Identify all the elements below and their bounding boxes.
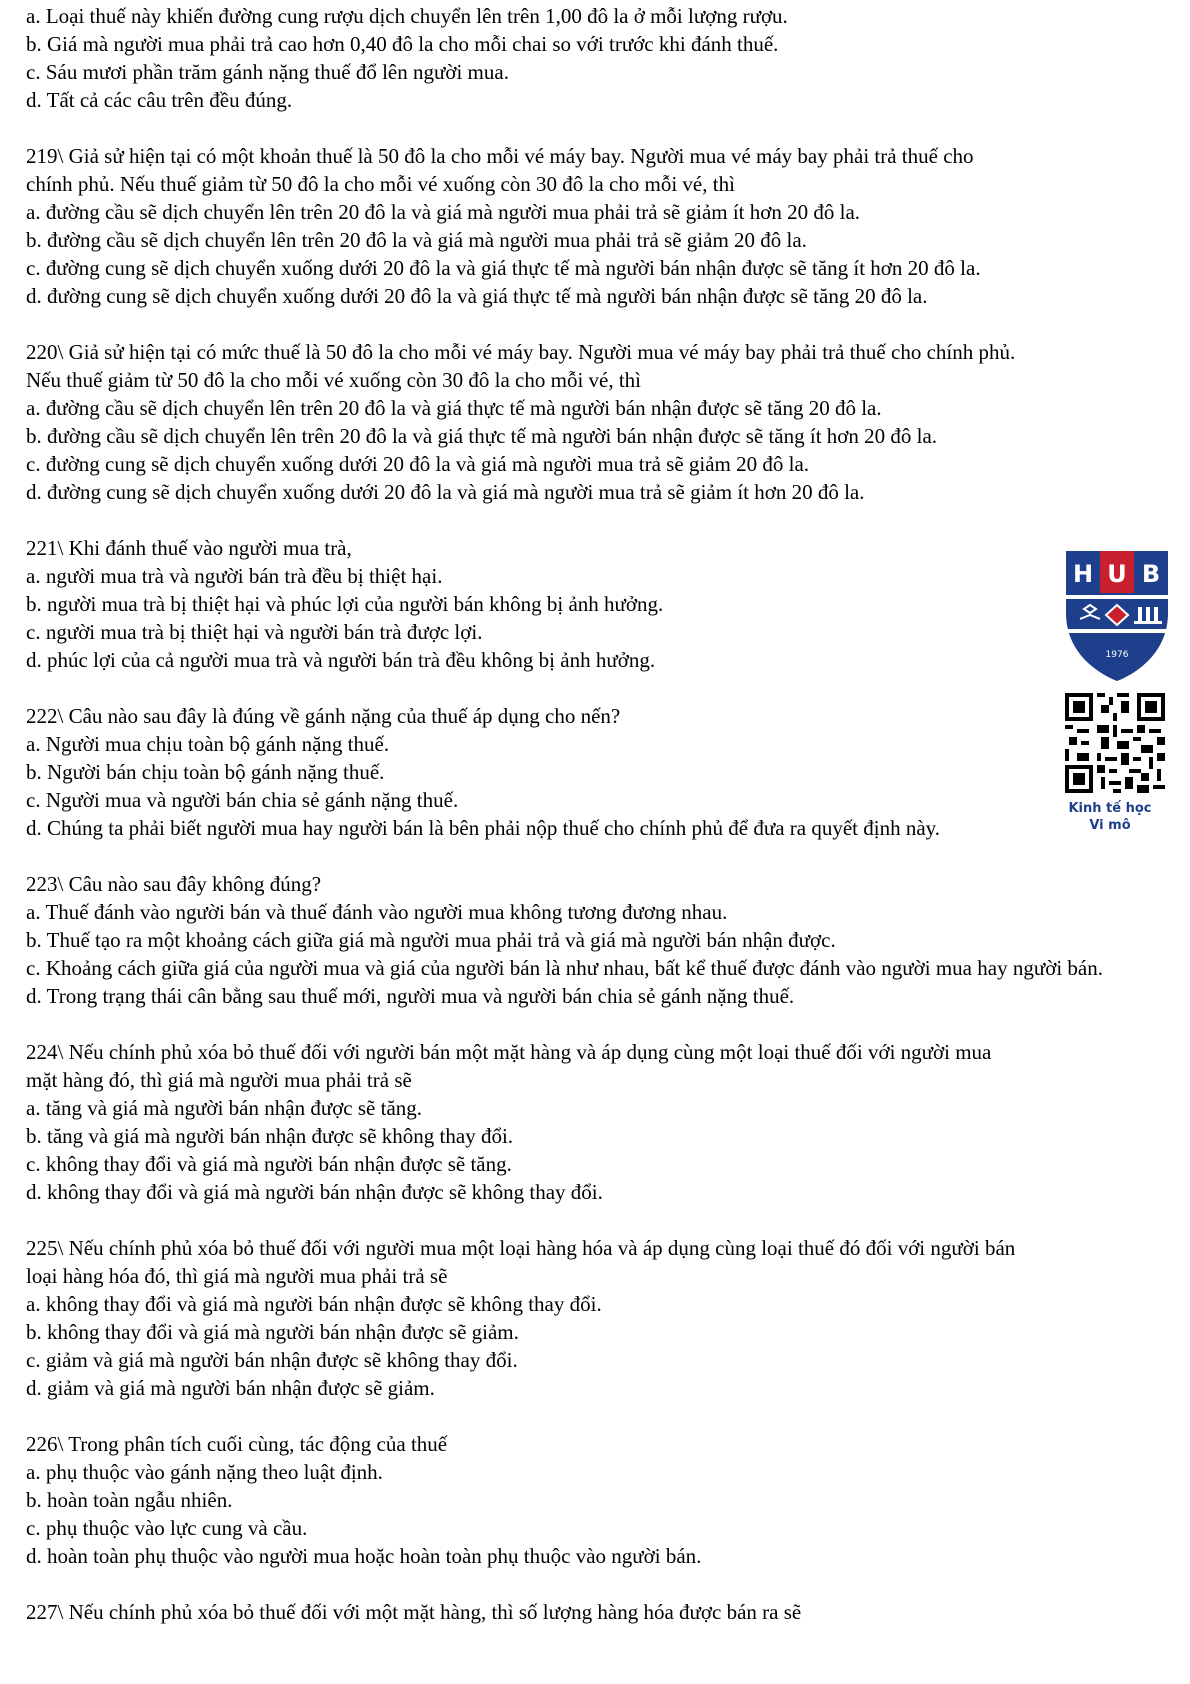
question-stem: 223\ Câu nào sau đây không đúng? — [26, 872, 322, 896]
logo-year: 1976 — [1105, 650, 1129, 660]
option-b: b. hoàn toàn ngẫu nhiên. — [26, 1488, 233, 1512]
option-b: b. người mua trà bị thiệt hại và phúc lợi của người bán không bị ảnh hưởng. — [26, 592, 664, 616]
option-a: a. phụ thuộc vào gánh nặng theo luật định. — [26, 1460, 383, 1484]
question-223 — [26, 870, 1171, 1010]
question-stem: 219\ Giả sử hiện tại có một khoản thuế là 50 đô la cho mỗi vé máy bay. Người mua vé máy bay phải trả thuế cho — [26, 144, 974, 168]
option-a: a. Loại thuế này khiến đường cung rượu dịch chuyển lên trên 1,00 đô la ở mỗi lượng rượu. — [26, 4, 788, 28]
option-b: b. đường cầu sẽ dịch chuyển lên trên 20 đô la và giá mà người mua phải trả sẽ giảm 20 đô la. — [26, 228, 807, 252]
question-219 — [26, 142, 1171, 310]
logo-letter-u: U — [1107, 560, 1127, 588]
hub-shield-icon — [1062, 545, 1172, 685]
hub-logo — [1062, 545, 1172, 685]
option-b: b. tăng và giá mà người bán nhận được sẽ không thay đổi. — [26, 1124, 514, 1148]
question-stem: 227\ Nếu chính phủ xóa bỏ thuế đối với một mặt hàng, thì số lượng hàng hóa được bán ra sẽ — [26, 1600, 802, 1624]
question-stem: 220\ Giả sử hiện tại có mức thuế là 50 đô la cho mỗi vé máy bay. Người mua vé máy bay phải trả thuế cho chính phủ. — [26, 340, 1016, 364]
question-stem: 221\ Khi đánh thuế vào người mua trà, — [26, 536, 352, 560]
question-stem: 222\ Câu nào sau đây là đúng về gánh nặng của thuế áp dụng cho nến? — [26, 704, 621, 728]
option-d: d. đường cung sẽ dịch chuyển xuống dưới 20 đô la và giá mà người mua trả sẽ giảm ít hơn 20 đô la. — [26, 480, 865, 504]
option-a: a. Thuế đánh vào người bán và thuế đánh vào người mua không tương đương nhau. — [26, 900, 728, 924]
option-b: b. Người bán chịu toàn bộ gánh nặng thuế. — [26, 760, 385, 784]
option-c: c. Sáu mươi phần trăm gánh nặng thuế đổ lên người mua. — [26, 60, 509, 84]
option-a: a. không thay đổi và giá mà người bán nhận được sẽ không thay đổi. — [26, 1292, 602, 1316]
document-body — [26, 2, 1171, 1626]
option-d: d. Tất cả các câu trên đều đúng. — [26, 88, 293, 112]
option-c: c. đường cung sẽ dịch chuyển xuống dưới 20 đô la và giá thực tế mà người bán nhận được sẽ tăng ít hơn 20 đô la. — [26, 256, 981, 280]
caption-line-1: Kinh tế học — [1068, 801, 1152, 816]
logo-caption — [1050, 800, 1170, 834]
question-221 — [26, 534, 1171, 674]
question-stem-continued: chính phủ. Nếu thuế giảm từ 50 đô la cho mỗi vé xuống còn 30 đô la cho mỗi vé, thì — [26, 172, 735, 196]
question-226 — [26, 1430, 1171, 1570]
question-stem-continued: Nếu thuế giảm từ 50 đô la cho mỗi vé xuống còn 30 đô la cho mỗi vé, thì — [26, 368, 642, 392]
option-d: d. Trong trạng thái cân bằng sau thuế mới, người mua và người bán chia sẻ gánh nặng thuế. — [26, 984, 795, 1008]
question-stem-continued: loại hàng hóa đó, thì giá mà người mua phải trả sẽ — [26, 1264, 448, 1288]
option-c: c. không thay đổi và giá mà người bán nhận được sẽ tăng. — [26, 1152, 512, 1176]
question-227 — [26, 1598, 1171, 1626]
option-b: b. Giá mà người mua phải trả cao hơn 0,40 đô la cho mỗi chai so với trước khi đánh thuế. — [26, 32, 779, 56]
qr-code-icon — [1065, 693, 1165, 793]
option-a: a. tăng và giá mà người bán nhận được sẽ tăng. — [26, 1096, 423, 1120]
option-d: d. không thay đổi và giá mà người bán nhận được sẽ không thay đổi. — [26, 1180, 603, 1204]
option-b: b. Thuế tạo ra một khoảng cách giữa giá mà người mua phải trả và giá mà người bán nhận được. — [26, 928, 836, 952]
option-c: c. Khoảng cách giữa giá của người mua và giá của người bán là như nhau, bất kể thuế được đánh vào người mua hay người bán. — [26, 956, 1103, 980]
intro-options — [26, 2, 1171, 114]
option-d: d. phúc lợi của cả người mua trà và người bán trà đều không bị ảnh hưởng. — [26, 648, 656, 672]
option-c: c. người mua trà bị thiệt hại và người bán trà được lợi. — [26, 620, 483, 644]
option-c: c. đường cung sẽ dịch chuyển xuống dưới 20 đô la và giá mà người mua trả sẽ giảm 20 đô la. — [26, 452, 810, 476]
option-d: d. hoàn toàn phụ thuộc vào người mua hoặc hoàn toàn phụ thuộc vào người bán. — [26, 1544, 702, 1568]
question-stem: 225\ Nếu chính phủ xóa bỏ thuế đối với người mua một loại hàng hóa và áp dụng cùng loại thuế đó đối với người bán — [26, 1236, 1016, 1260]
option-a: a. Người mua chịu toàn bộ gánh nặng thuế. — [26, 732, 390, 756]
question-stem-continued: mặt hàng đó, thì giá mà người mua phải trả sẽ — [26, 1068, 412, 1092]
option-b: b. đường cầu sẽ dịch chuyển lên trên 20 đô la và giá thực tế mà người bán nhận được sẽ tăng ít hơn 20 đô la. — [26, 424, 938, 448]
option-c: c. phụ thuộc vào lực cung và cầu. — [26, 1516, 308, 1540]
option-c: c. giảm và giá mà người bán nhận được sẽ không thay đổi. — [26, 1348, 518, 1372]
question-220 — [26, 338, 1171, 506]
option-a: a. người mua trà và người bán trà đều bị thiệt hại. — [26, 564, 443, 588]
option-c: c. Người mua và người bán chia sẻ gánh nặng thuế. — [26, 788, 459, 812]
question-224 — [26, 1038, 1171, 1206]
question-stem: 226\ Trong phân tích cuối cùng, tác động của thuế — [26, 1432, 448, 1456]
option-d: d. giảm và giá mà người bán nhận được sẽ giảm. — [26, 1376, 435, 1400]
logo-letter-h: H — [1072, 560, 1094, 588]
question-222 — [26, 702, 1171, 842]
option-d: d. Chúng ta phải biết người mua hay người bán là bên phải nộp thuế cho chính phủ để đưa ra quyết định này. — [26, 816, 941, 840]
option-d: d. đường cung sẽ dịch chuyển xuống dưới 20 đô la và giá thực tế mà người bán nhận được sẽ tăng 20 đô la. — [26, 284, 928, 308]
logo-letter-b: B — [1141, 560, 1161, 588]
option-b: b. không thay đổi và giá mà người bán nhận được sẽ giảm. — [26, 1320, 519, 1344]
question-225 — [26, 1234, 1171, 1402]
caption-line-2: Vi mô — [1089, 818, 1131, 833]
option-a: a. đường cầu sẽ dịch chuyển lên trên 20 đô la và giá mà người mua phải trả sẽ giảm ít hơn 20 đô la. — [26, 200, 861, 224]
option-a: a. đường cầu sẽ dịch chuyển lên trên 20 đô la và giá thực tế mà người bán nhận được sẽ tăng 20 đô la. — [26, 396, 882, 420]
question-stem: 224\ Nếu chính phủ xóa bỏ thuế đối với người bán một mặt hàng và áp dụng cùng một loại thuế đối với người mua — [26, 1040, 992, 1064]
